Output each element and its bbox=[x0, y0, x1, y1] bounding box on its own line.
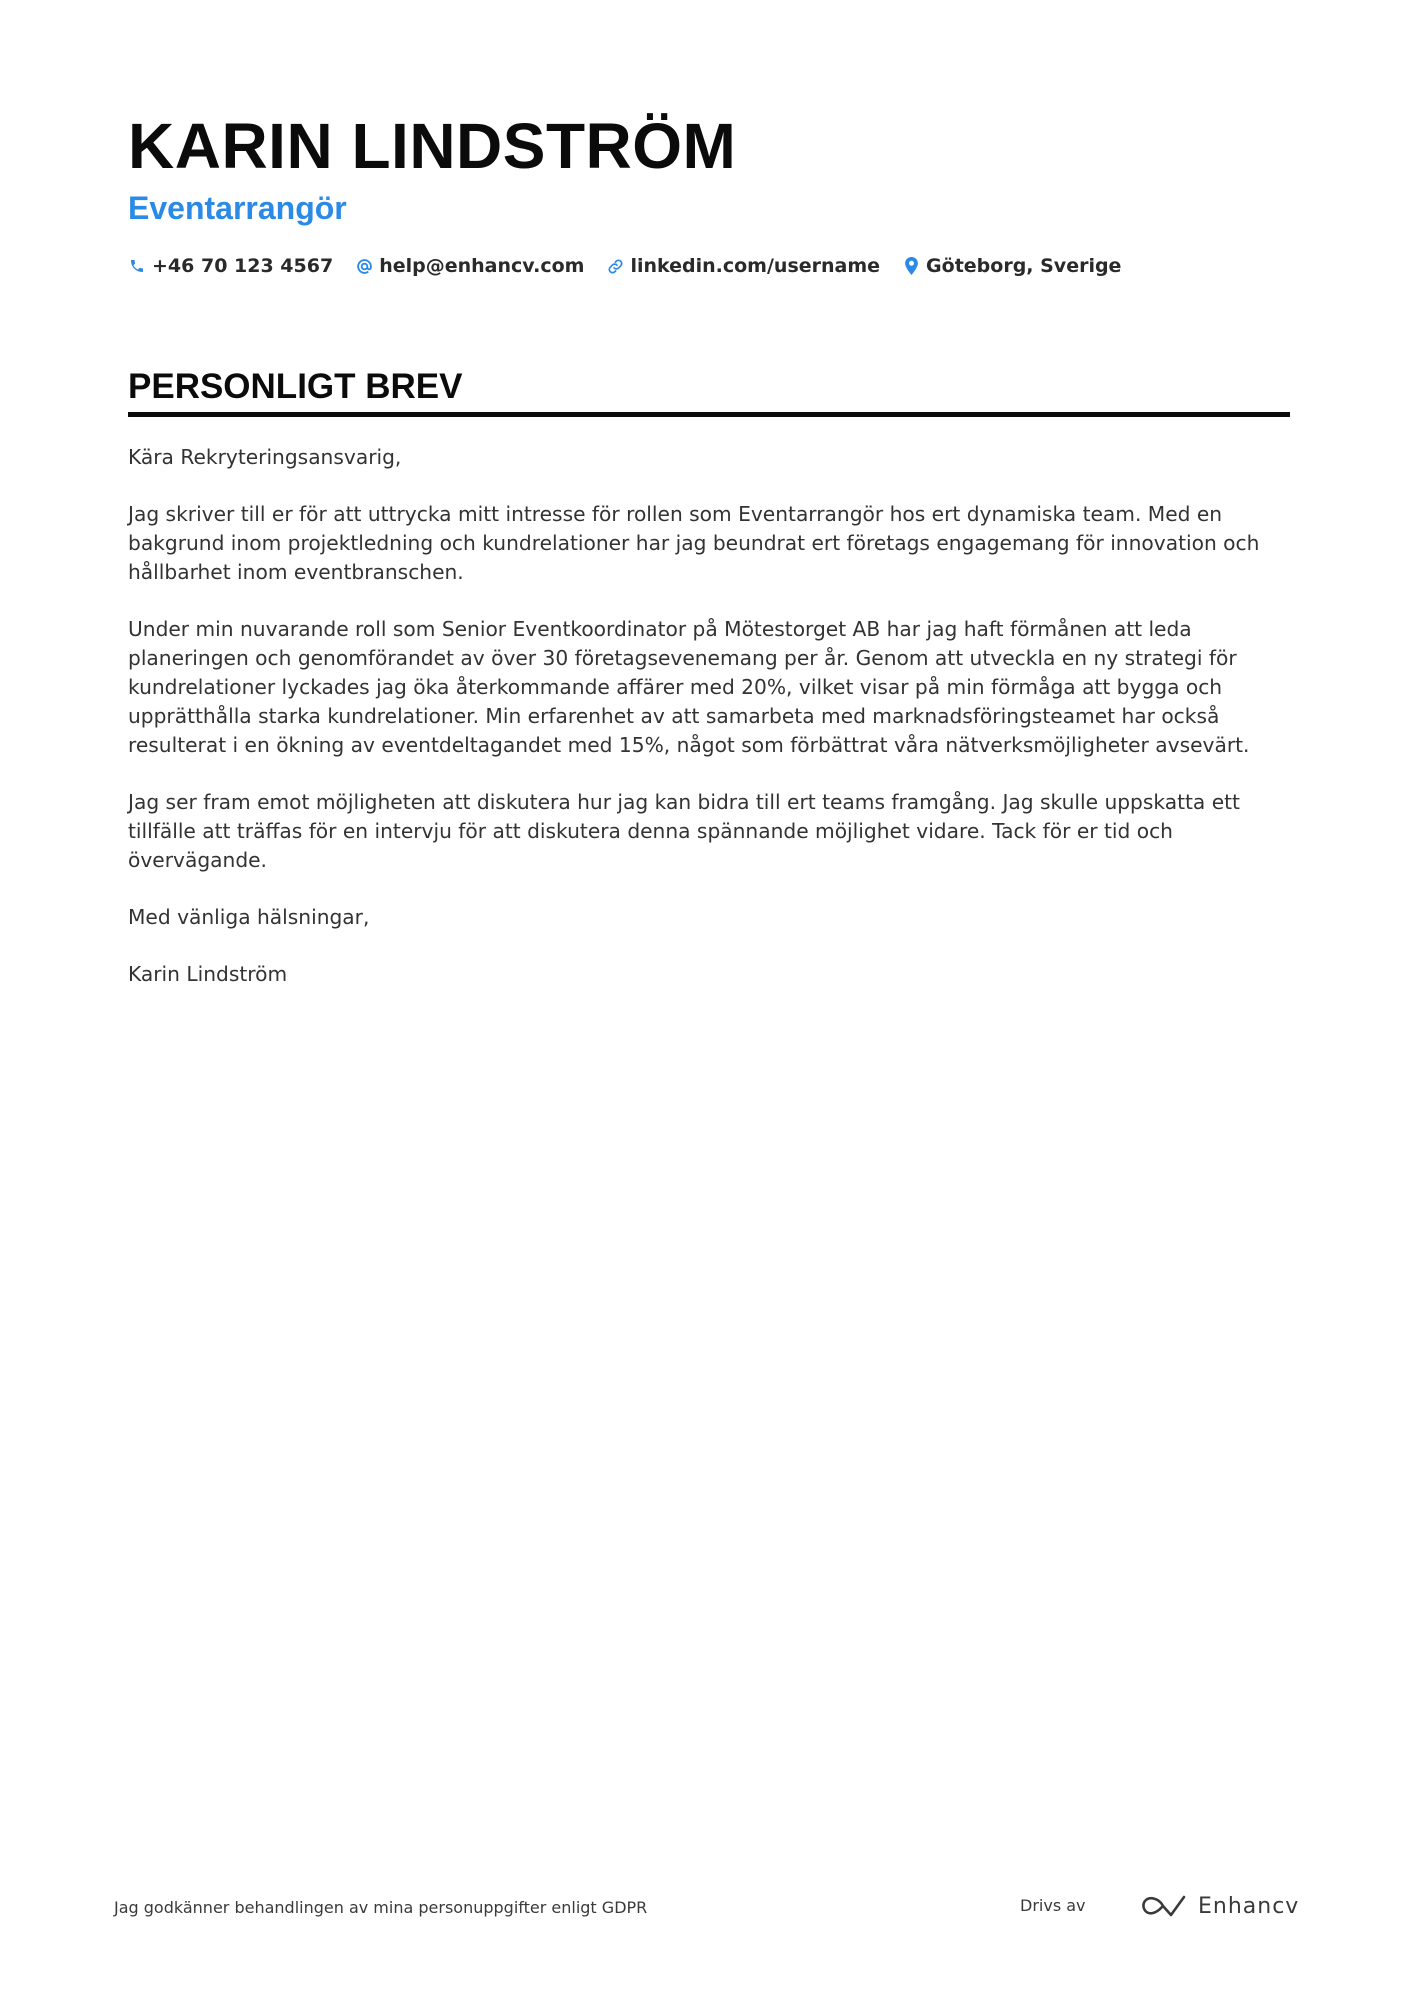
contact-email bbox=[355, 255, 584, 277]
section-divider bbox=[128, 412, 1290, 417]
letter-paragraph: Jag skriver till er för att uttrycka mitt intresse för rollen som Eventarrangör hos ert dynamiska team. Med en bakgrund inom projektledning och kundrelationer har jag beundrat ert företags engagemang för innovation och hållbarhet inom eventbranschen. bbox=[128, 502, 1260, 584]
contact-phone bbox=[128, 255, 333, 277]
phone-number: +46 70 123 4567 bbox=[152, 255, 334, 277]
powered-by-label: Drivs av bbox=[1020, 1896, 1086, 1915]
contact-linkedin bbox=[606, 255, 880, 277]
job-title: Eventarrangör bbox=[128, 190, 347, 226]
location-pin-icon bbox=[902, 257, 920, 275]
gdpr-consent: Jag godkänner behandlingen av mina personuppgifter enligt GDPR bbox=[114, 1898, 648, 1917]
at-icon bbox=[355, 257, 373, 275]
brand-logo[interactable] bbox=[1140, 1890, 1299, 1922]
letter-closing: Med vänliga hälsningar, bbox=[128, 905, 370, 929]
header bbox=[128, 108, 1288, 282]
letter-body bbox=[128, 443, 1290, 989]
brand-name: Enhancv bbox=[1198, 1893, 1300, 1919]
email-address: help@enhancv.com bbox=[379, 255, 585, 277]
footer bbox=[114, 1890, 1300, 1926]
contact-info bbox=[128, 250, 1288, 282]
letter-paragraph: Jag ser fram emot möjligheten att diskutera hur jag kan bidra till ert teams framgång. Jag skulle uppskatta ett tillfälle att träffas för en intervju för att diskutera denna spännande möjlighet vidare. Tack för er tid och övervägande. bbox=[128, 790, 1240, 872]
letter-signature: Karin Lindström bbox=[128, 962, 288, 986]
link-icon bbox=[606, 257, 624, 275]
letter-greeting: Kära Rekryteringsansvarig, bbox=[128, 445, 402, 469]
phone-icon bbox=[128, 257, 146, 275]
applicant-name: KARIN LINDSTRÖM bbox=[128, 110, 737, 182]
enhancv-logo-icon bbox=[1140, 1893, 1186, 1919]
location: Göteborg, Sverige bbox=[926, 255, 1122, 277]
letter-paragraph: Under min nuvarande roll som Senior Eventkoordinator på Mötestorget AB har jag haft förmånen att leda planeringen och genomförandet av över 30 företagsevenemang per år. Genom att utveckla en ny strategi för kundrelationer lyckades jag öka återkommande affärer med 20%, vilket visar på min förmåga att bygga och upprätthålla starka kundrelationer. Min erfarenhet av att samarbeta med marknadsföringsteamet har också resulterat i en ökning av eventdeltagandet med 15%, något som förbättrat våra nätverksmöjligheter avsevärt. bbox=[128, 617, 1250, 757]
linkedin-url: linkedin.com/username bbox=[630, 255, 881, 277]
contact-location bbox=[902, 255, 1121, 277]
section-title: PERSONLIGT BREV bbox=[128, 367, 463, 406]
cover-letter-section bbox=[128, 366, 1290, 1017]
